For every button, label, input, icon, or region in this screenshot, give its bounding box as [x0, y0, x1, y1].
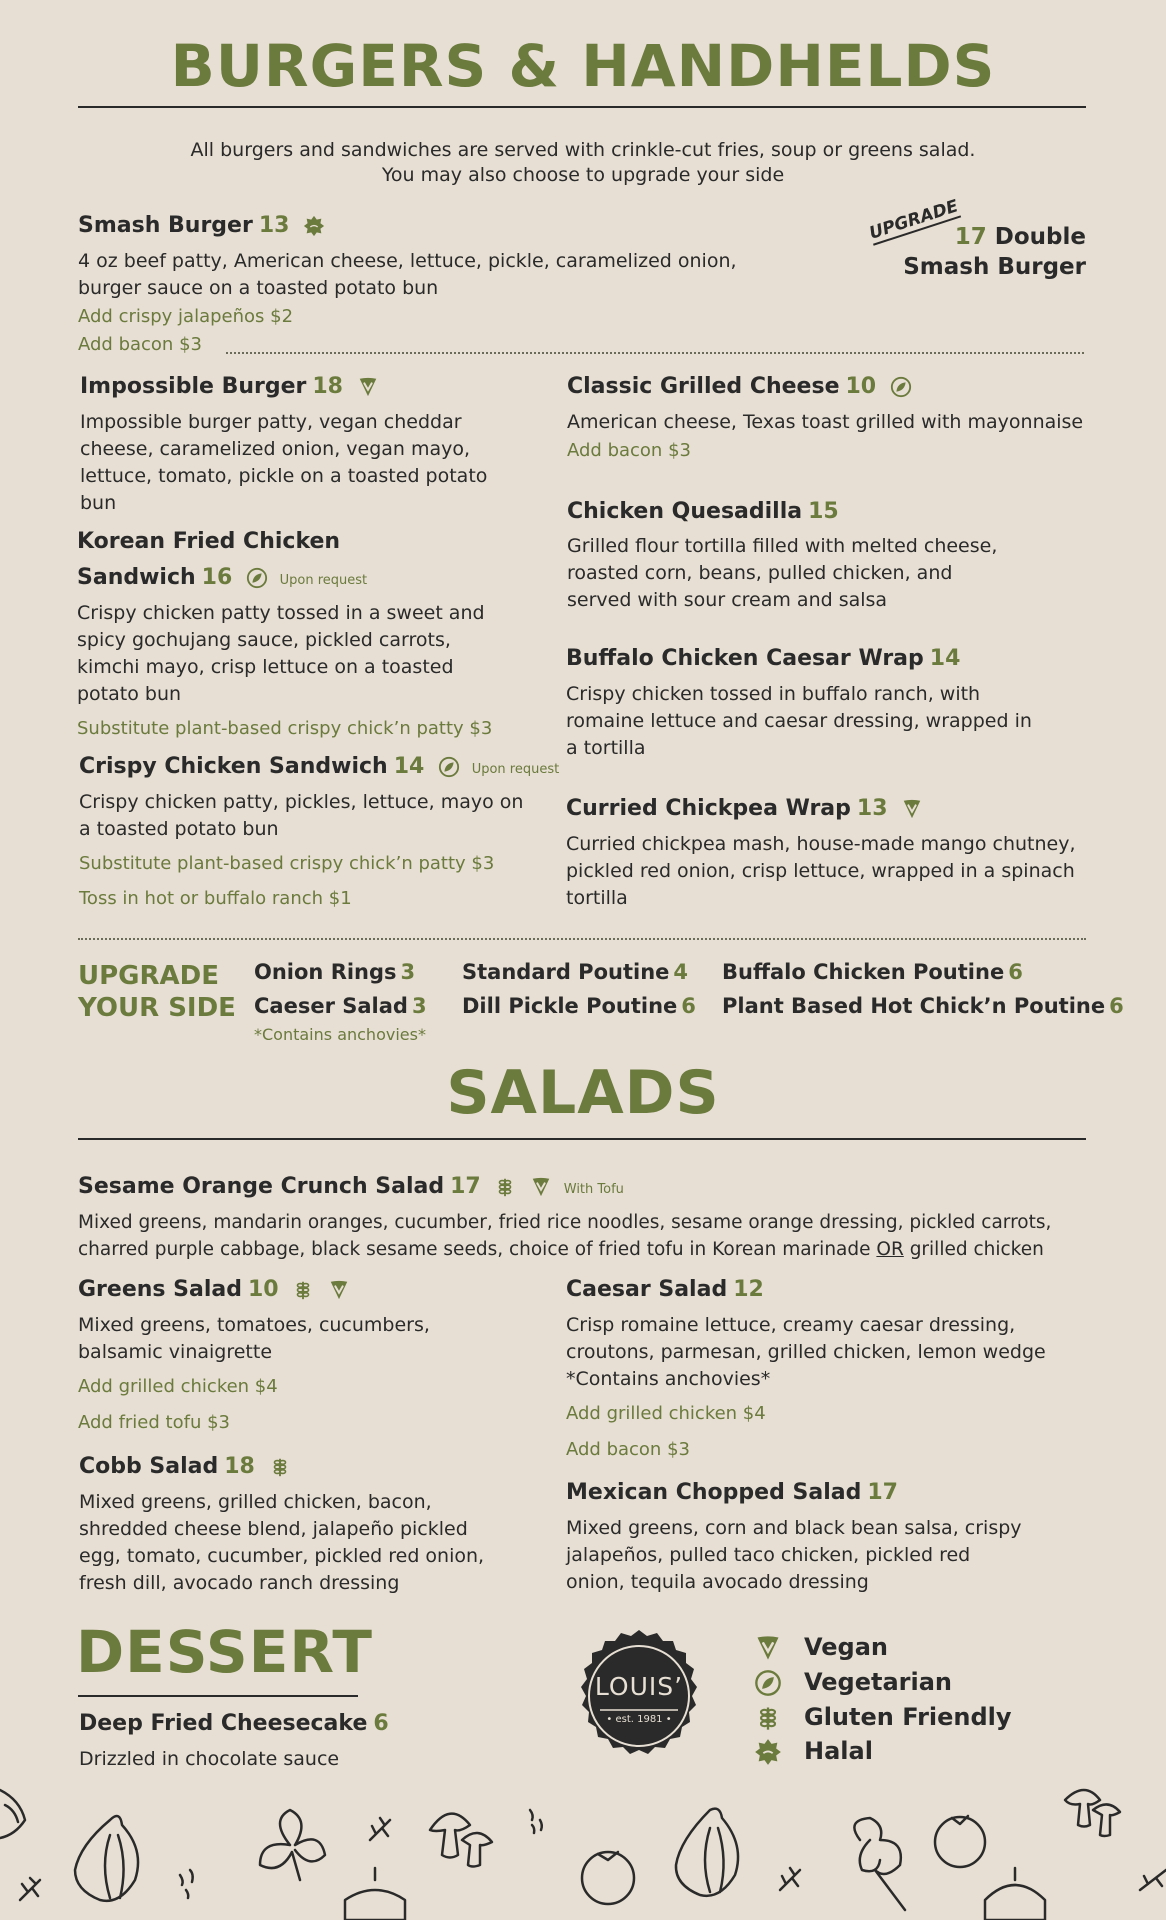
heading-rule — [78, 106, 1086, 108]
mushroom-icon — [430, 1814, 470, 1858]
item-desc-cheesecake: Drizzled in chocolate sauce — [79, 1748, 340, 1770]
heading-rule — [78, 1695, 358, 1697]
herb-sprig-icon — [1140, 1870, 1166, 1890]
vegetarian-icon — [754, 1669, 782, 1697]
item-addon: Add crispy jalapeños $2 — [78, 306, 294, 327]
section-heading-burgers: BURGERS & HANDHELDS — [170, 32, 996, 100]
item-title-korean-line1: Korean Fried Chicken — [77, 529, 341, 554]
side-item: Standard Poutine 4 — [462, 960, 689, 984]
vegan-icon — [754, 1634, 782, 1662]
item-addon: Substitute plant-based crispy chick’n patty $3 — [77, 718, 493, 739]
seed-icon — [180, 1870, 193, 1898]
vegetarian-icon — [890, 376, 912, 398]
item-desc-sesame-salad: Mixed greens, mandarin oranges, cucumber, fried rice noodles, sesame orange dressing, pickled carrots, charred purple cabbage, black sesame seeds, choice of fried tofu in Korean marinade OR grilled chicken — [78, 1212, 1052, 1260]
item-addon: Toss in hot or buffalo ranch $1 — [79, 888, 352, 909]
item-desc-crispy-chicken: Crispy chicken patty, pickles, lettuce, mayo on a toasted potato bun — [79, 791, 524, 840]
item-addon: Add bacon $3 — [566, 1439, 690, 1460]
upgrade-double-smash: 17 Double Smash Burger — [903, 224, 1086, 280]
section-heading-dessert: DESSERT — [76, 1618, 373, 1686]
item-title-quesadilla: Chicken Quesadilla 15 — [567, 499, 839, 524]
halal-icon — [754, 1738, 782, 1766]
intro-line-2: You may also choose to upgrade your side — [381, 164, 785, 186]
legend-gluten: Gluten Friendly — [754, 1703, 1012, 1732]
item-addon: Add grilled chicken $4 — [78, 1376, 278, 1397]
anchovy-note: *Contains anchovies* — [254, 1025, 426, 1044]
item-addon: Add bacon $3 — [78, 334, 202, 355]
item-title-greens-salad: Greens Salad 10 — [78, 1275, 350, 1305]
item-title-korean-line2: Sandwich 16 Upon request — [77, 565, 368, 590]
logo-name: LOUIS’ — [594, 1672, 684, 1701]
onion-icon — [985, 1868, 1045, 1920]
item-title-sesame-salad: Sesame Orange Crunch Salad 17 With Tofu — [78, 1174, 624, 1199]
side-item: Dill Pickle Poutine 6 — [462, 994, 696, 1018]
item-desc-caesar-salad: Crisp romaine lettuce, creamy caesar dressing, croutons, parmesan, grilled chicken, lemon wedge — [566, 1314, 1046, 1363]
vegan-icon — [901, 798, 923, 820]
section-heading-salads: SALADS — [446, 1058, 720, 1128]
item-title-impossible-burger: Impossible Burger 18 — [80, 372, 379, 402]
side-item: Buffalo Chicken Poutine 6 — [722, 960, 1023, 984]
item-title-caesar-salad: Caesar Salad 12 — [566, 1277, 764, 1302]
kale-icon — [854, 1818, 905, 1910]
item-desc-smash-burger: 4 oz beef patty, American cheese, lettuce, pickle, caramelized onion, burger sauce on a toasted potato bun — [78, 250, 737, 299]
vegetarian-icon — [246, 567, 268, 589]
legend-halal: Halal — [754, 1737, 873, 1766]
legend-vegan: Vegan — [754, 1633, 888, 1662]
upgrade-stamp: UPGRADE — [866, 196, 961, 244]
item-desc-impossible-burger: Impossible burger patty, vegan cheddar cheese, caramelized onion, vegan mayo, lettuce, tomato, pickle on a toasted potato bun — [80, 411, 488, 514]
vegan-icon — [328, 1279, 350, 1301]
dotted-divider — [226, 352, 1084, 354]
gluten-friendly-icon — [494, 1176, 516, 1198]
herb-sprig-icon — [780, 1868, 800, 1890]
gluten-friendly-icon — [754, 1704, 782, 1732]
item-title-chickpea-wrap: Curried Chickpea Wrap 13 — [566, 794, 923, 824]
heading-rule — [78, 1138, 1086, 1140]
upgrade-side-heading: UPGRADE YOUR SIDE — [78, 961, 236, 1023]
item-desc-chickpea-wrap: Curried chickpea mash, house-made mango chutney, pickled red onion, crisp lettuce, wrapped in a spinach tortilla — [566, 833, 1076, 909]
caesar-anchovy-note: *Contains anchovies* — [566, 1368, 771, 1390]
onion-icon — [345, 1868, 405, 1920]
item-desc-korean: Crispy chicken patty tossed in a sweet and spicy gochujang sauce, pickled carrots, kimchi mayo, crisp lettuce on a toasted potato bun — [77, 602, 485, 705]
item-title-buffalo-wrap: Buffalo Chicken Caesar Wrap 14 — [566, 646, 961, 671]
side-item: Caeser Salad 3 — [254, 994, 427, 1018]
item-desc-buffalo-wrap: Crispy chicken tossed in buffalo ranch, with romaine lettuce and caesar dressing, wrapped in a tortilla — [566, 683, 1032, 759]
vegan-icon — [530, 1176, 552, 1198]
logo-est: • est. 1981 • — [606, 1714, 672, 1725]
seed-icon — [530, 1810, 542, 1833]
item-addon: Add bacon $3 — [567, 440, 691, 461]
food-illustrations — [0, 1780, 1166, 1920]
item-desc-mexican-salad: Mixed greens, corn and black bean salsa, crispy jalapeños, pulled taco chicken, pickled red onion, tequila avocado dressing — [566, 1517, 1022, 1593]
item-addon: Substitute plant-based crispy chick’n patty $3 — [79, 853, 495, 874]
side-item: Plant Based Hot Chick’n Poutine 6 — [722, 994, 1124, 1018]
item-addon: Add grilled chicken $4 — [566, 1403, 766, 1424]
item-desc-cobb-salad: Mixed greens, grilled chicken, bacon, shredded cheese blend, jalapeño pickled egg, tomato, cucumber, pickled red onion, fresh dill, avocado ranch dressing — [79, 1491, 485, 1594]
item-title-mexican-salad: Mexican Chopped Salad 17 — [566, 1480, 898, 1505]
herb-sprig-icon — [370, 1818, 390, 1840]
spinach-icon — [260, 1810, 325, 1880]
item-desc-grilled-cheese: American cheese, Texas toast grilled with mayonnaise — [567, 411, 1084, 433]
item-title-smash-burger: Smash Burger 13 — [78, 211, 325, 241]
louis-logo — [568, 1628, 710, 1770]
side-item: Onion Rings 3 — [254, 960, 416, 984]
item-desc-greens-salad: Mixed greens, tomatoes, cucumbers, balsamic vinaigrette — [78, 1314, 430, 1363]
legend-vegetarian: Vegetarian — [754, 1668, 952, 1697]
vegan-icon — [357, 376, 379, 398]
intro-line-1: All burgers and sandwiches are served with crinkle-cut fries, soup or greens salad. — [190, 139, 976, 161]
gluten-friendly-icon — [269, 1456, 291, 1478]
artichoke-icon — [0, 1790, 25, 1838]
dotted-divider — [78, 938, 1086, 940]
item-addon: Add fried tofu $3 — [78, 1412, 230, 1433]
item-title-cheesecake: Deep Fried Cheesecake 6 — [79, 1711, 389, 1736]
halal-icon — [303, 215, 325, 237]
item-title-crispy-chicken: Crispy Chicken Sandwich 14 Upon request — [79, 754, 560, 779]
item-title-cobb-salad: Cobb Salad 18 — [79, 1452, 291, 1482]
vegetarian-icon — [438, 756, 460, 778]
item-desc-quesadilla: Grilled flour tortilla filled with melted cheese, roasted corn, beans, pulled chicken, and served with sour cream and salsa — [567, 535, 998, 611]
gluten-friendly-icon — [292, 1279, 314, 1301]
herb-sprig-icon — [20, 1878, 40, 1900]
item-title-grilled-cheese: Classic Grilled Cheese 10 — [567, 372, 912, 402]
